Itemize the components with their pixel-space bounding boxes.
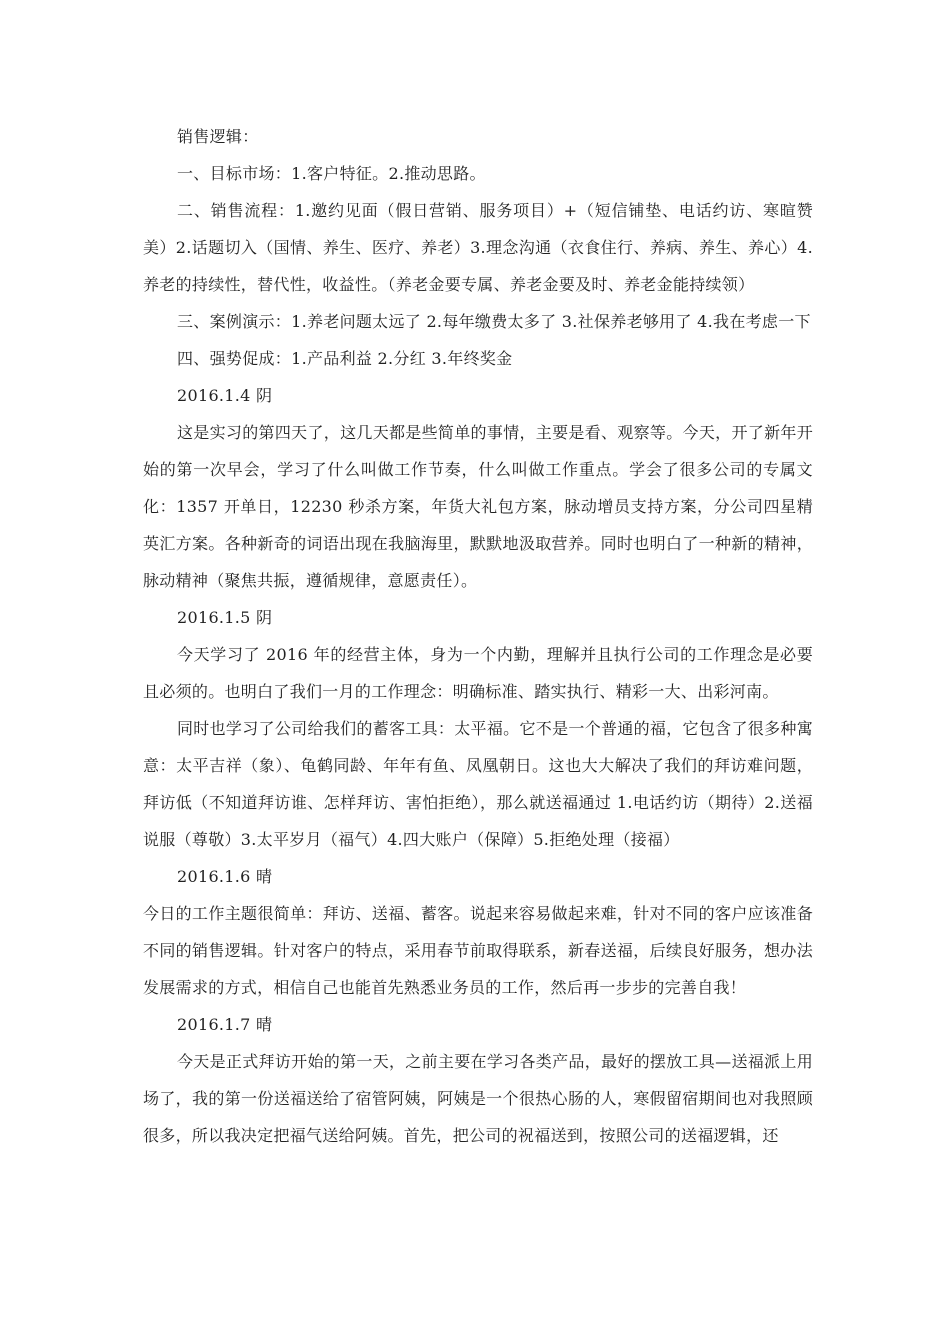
paragraph-closing: 四、强势促成：1.产品利益 2.分红 3.年终奖金 — [177, 349, 513, 368]
diary-paragraph: 今日的工作主题很简单：拜访、送福、蓄客。说起来容易做起来难，针对不同的客户应该准备不同的销售逻辑。针对客户的特点，采用春节前取得联系，新春送福，后续良好服务，想办法发展需求的方式，相信自己也能首先熟悉业务员的工作，然后再一步步的完善自我！ — [143, 904, 813, 997]
diary-paragraph: 今天是正式拜访开始的第一天，之前主要在学习各类产品，最好的摆放工具—送福派上用场了，我的第一份送福送给了宿管阿姨，阿姨是一个很热心肠的人，寒假留宿期间也对我照顾很多，所以我决定把福气送给阿姨。首先，把公司的祝福送到，按照公司的送福逻辑，还 — [143, 1052, 813, 1145]
heading-sales-logic: 销售逻辑： — [177, 127, 259, 146]
paragraph-target-market: 一、目标市场：1.客户特征。2.推动思路。 — [177, 164, 486, 183]
paragraph-case-demo: 三、案例演示：1.养老问题太远了 2.每年缴费太多了 3.社保养老够用了 4.我在考虑一下 — [177, 312, 811, 331]
date-heading: 2016.1.6 晴 — [177, 867, 273, 886]
date-heading: 2016.1.7 晴 — [177, 1015, 273, 1034]
diary-paragraph: 同时也学习了公司给我们的蓄客工具：太平福。它不是一个普通的福，它包含了很多种寓意：太平吉祥（象）、龟鹤同龄、年年有鱼、凤凰朝日。这也大大解决了我们的拜访难问题，拜访低（不知道拜访谁、怎样拜访、害怕拒绝），那么就送福通过 1.电话约访（期待）2.送福说服（尊敬）3.太平岁月（福气）4.四大账户（保障）5.拒绝处理（接福） — [143, 719, 813, 849]
date-heading: 2016.1.4 阴 — [177, 386, 273, 405]
diary-paragraph: 这是实习的第四天了，这几天都是些简单的事情，主要是看、观察等。今天，开了新年开始的第一次早会，学习了什么叫做工作节奏，什么叫做工作重点。学会了很多公司的专属文化：1357 开单日，12230 秒杀方案，年货大礼包方案，脉动增员支持方案，分公司四星精英汇方案。各种新奇的词语出现在我脑海里，默默地汲取营养。同时也明白了一种新的精神，脉动精神（聚焦共振，遵循规律，意愿责任）。 — [143, 423, 813, 590]
document-body — [143, 118, 813, 1154]
paragraph-sales-process: 二、销售流程：1.邀约见面（假日营销、服务项目）+（短信铺垫、电话约访、寒暄赞美）2.话题切入（国情、养生、医疗、养老）3.理念沟通（衣食住行、养病、养生、养心）4.养老的持续性，替代性，收益性。（养老金要专属、养老金要及时、养老金能持续领） — [143, 201, 813, 294]
diary-paragraph: 今天学习了 2016 年的经营主体，身为一个内勤，理解并且执行公司的工作理念是必要且必须的。也明白了我们一月的工作理念：明确标准、踏实执行、精彩一大、出彩河南。 — [143, 645, 813, 701]
date-heading: 2016.1.5 阴 — [177, 608, 273, 627]
